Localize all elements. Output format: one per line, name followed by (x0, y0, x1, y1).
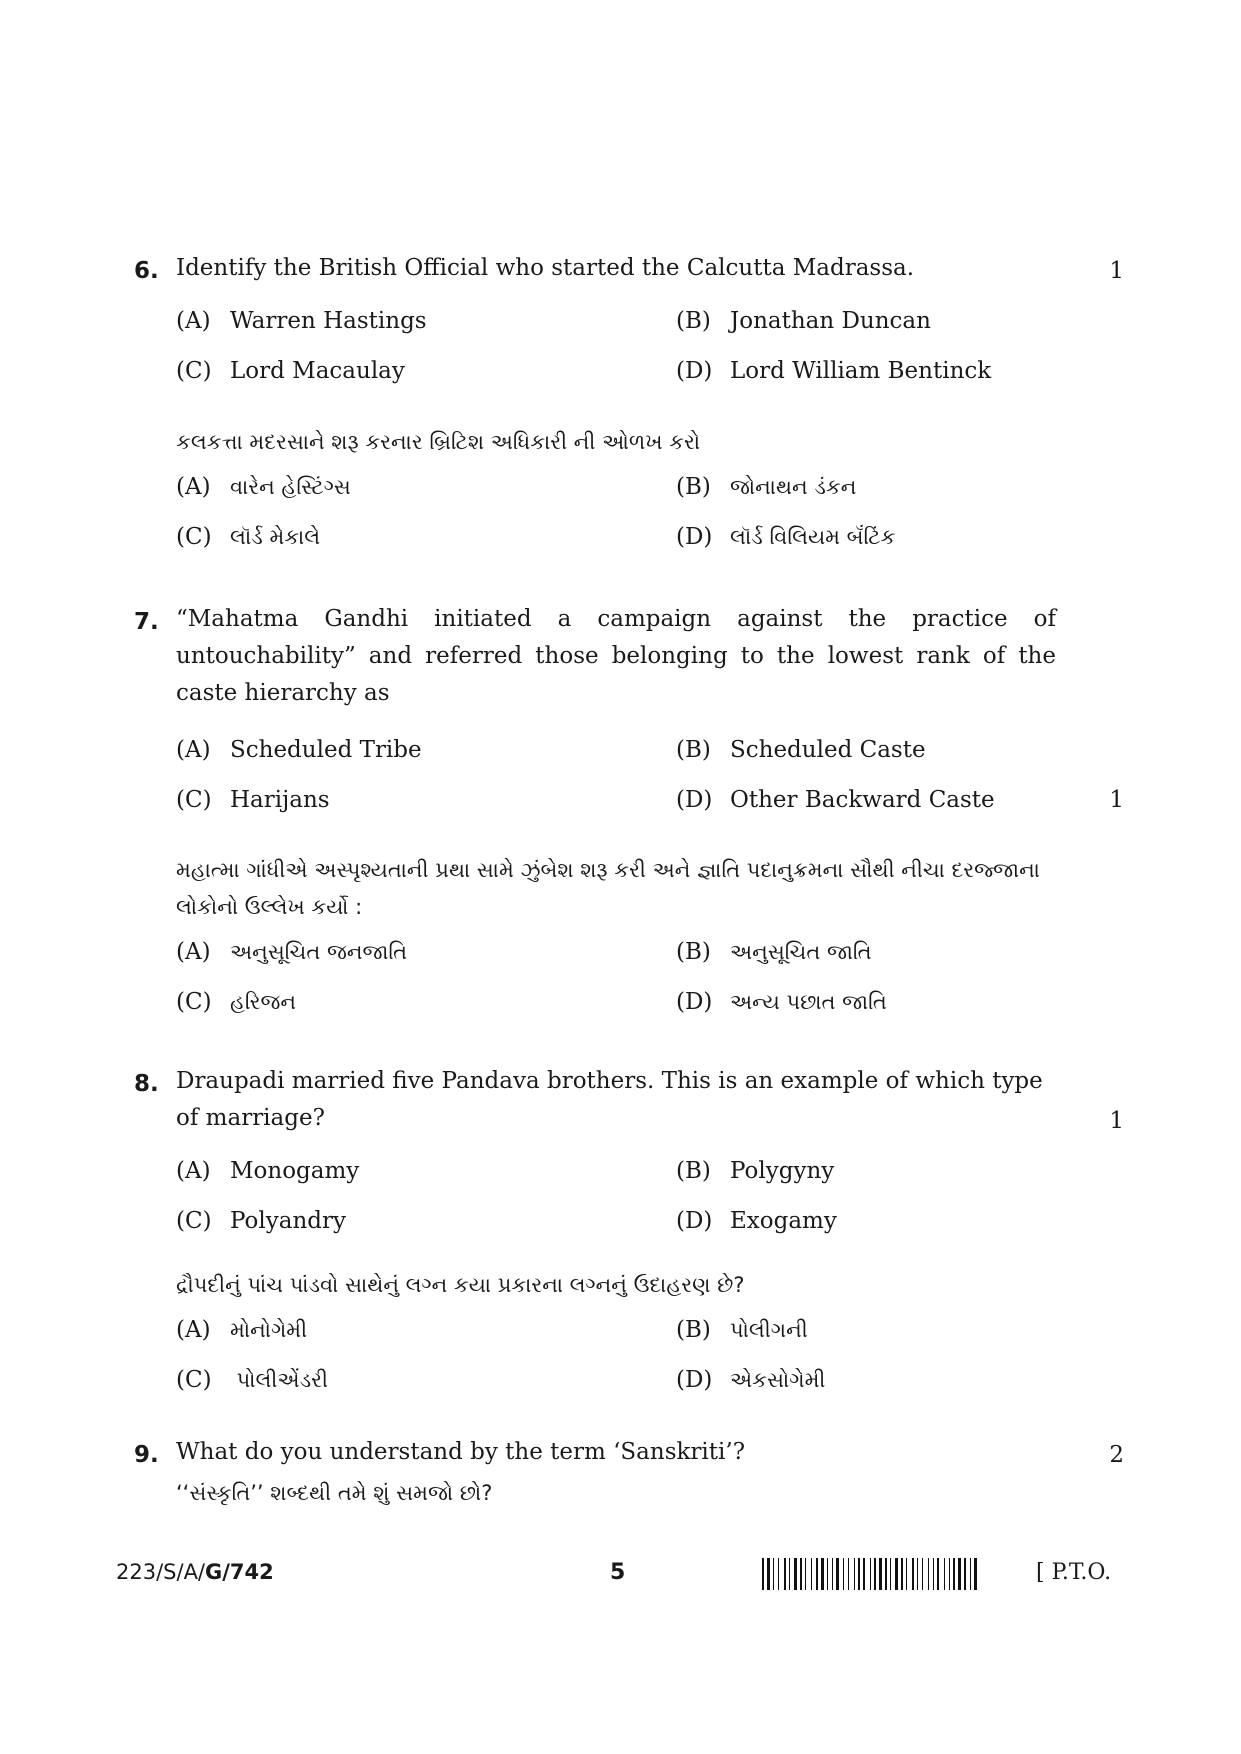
gujarati-question-text: દ્રૌપદીનું પાંચ પાંડવો સાથેનું લગ્ન કયા પ્રકારના લગ્નનું ઉદાહરણ છે? (176, 1273, 745, 1297)
option-a: (A) Scheduled Tribe (176, 737, 422, 763)
barcode-bar (928, 1558, 929, 1590)
barcode-bar (843, 1558, 844, 1590)
option-d: (D) Lord William Bentinck (676, 358, 992, 384)
barcode-bar (917, 1558, 918, 1590)
barcode-bar (964, 1558, 966, 1590)
gujarati-option-d: (D) એકસોગેમી (676, 1367, 826, 1393)
barcode-bar (915, 1558, 916, 1590)
option-b: (B) Scheduled Caste (676, 737, 926, 763)
pto-label: [ P.T.O. (1036, 1560, 1112, 1585)
option-a: (A) Warren Hastings (176, 308, 427, 334)
question-marks: 1 (1109, 787, 1124, 813)
barcode-bar (933, 1558, 934, 1590)
question-marks: 1 (1109, 258, 1124, 284)
barcode-bar (794, 1558, 797, 1590)
barcode-bar (803, 1558, 804, 1590)
barcode-bar (840, 1558, 842, 1590)
barcode-bar (877, 1558, 878, 1590)
barcode-bar (870, 1558, 871, 1590)
barcode-bar (888, 1558, 889, 1590)
barcode-bar (798, 1558, 799, 1590)
barcode-bar (778, 1558, 779, 1590)
gujarati-option-a: (A) વારેન હેસ્ટિંગ્સ (176, 474, 351, 500)
barcode-bar (953, 1558, 955, 1590)
barcode-bar (784, 1558, 786, 1590)
gujarati-question-text: મહાત્મા ગાંધીએ અસ્પૃશ્યતાની પ્રથા સામે ઝુંબેશ શરૂ કરી અને જ્ઞાતિ પદાનુક્રમના સૌથી નીચા દરજ્જાના લોકોનો ઉલ્લેખ કર્યો : (176, 858, 1040, 919)
barcode-bar (765, 1558, 766, 1590)
gujarati-option-c: (C) પોલીએંડરી (176, 1367, 328, 1393)
barcode-bar (974, 1558, 977, 1590)
barcode-bar (854, 1558, 855, 1590)
barcode-bar (858, 1558, 860, 1590)
barcode-bar (970, 1558, 971, 1590)
gujarati-option-b: (B) પોલીગની (676, 1317, 808, 1343)
barcode-bar (924, 1558, 927, 1590)
barcode-bar (935, 1558, 936, 1590)
barcode-bar (775, 1558, 777, 1590)
barcode-bar (949, 1558, 950, 1590)
barcode-bar (967, 1558, 969, 1590)
gujarati-option-d: (D) અન્ય પછાત જાતિ (676, 989, 887, 1015)
barcode-bar (834, 1558, 835, 1590)
barcode-bar (895, 1558, 898, 1590)
barcode-bar (951, 1558, 952, 1590)
barcode-bar (771, 1558, 772, 1590)
barcode-bar (767, 1558, 770, 1590)
barcode-bar (919, 1558, 921, 1590)
option-d: (D) Exogamy (676, 1208, 837, 1234)
barcode-bar (807, 1558, 810, 1590)
barcode-bar (922, 1558, 923, 1590)
question-marks: 2 (1109, 1442, 1124, 1468)
gujarati-question-text: ‘‘સંસ્કૃતિ’’ શબ્દથી તમે શું સમજો છો? (176, 1481, 493, 1505)
page-number: 5 (610, 1560, 626, 1585)
option-d: (D) Other Backward Caste (676, 787, 995, 813)
question-text: What do you understand by the term ‘Sanskriti’? (176, 1439, 746, 1465)
gujarati-option-a: (A) અનુસૂચિત જનજાતિ (176, 939, 408, 965)
barcode-bar (956, 1558, 957, 1590)
barcode-bar (899, 1558, 900, 1590)
option-c: (C) Harijans (176, 787, 330, 813)
barcode-bar (827, 1558, 828, 1590)
barcode-bar (940, 1558, 943, 1590)
gujarati-option-a: (A) મોનોગેમી (176, 1317, 308, 1343)
barcode-bar (825, 1558, 826, 1590)
barcode-bar (883, 1558, 884, 1590)
barcode-bar (937, 1558, 939, 1590)
barcode-bar (930, 1558, 932, 1590)
barcode-bar (805, 1558, 806, 1590)
barcode-bar (819, 1558, 820, 1590)
barcode-bar (958, 1558, 961, 1590)
question-number: 8. (134, 1071, 159, 1097)
barcode (762, 1558, 1024, 1590)
barcode-bar (787, 1558, 788, 1590)
option-b: (B) Polygyny (676, 1158, 835, 1184)
barcode-bar (845, 1558, 847, 1590)
barcode-bar (780, 1558, 783, 1590)
barcode-bar (866, 1558, 869, 1590)
question-text: Identify the British Official who started the Calcutta Madrassa. (176, 255, 915, 281)
gujarati-option-c: (C) લૉર્ડ મેકાલે (176, 524, 321, 550)
barcode-bar (800, 1558, 802, 1590)
barcode-bar (908, 1558, 911, 1590)
barcode-bar (856, 1558, 857, 1590)
barcode-bar (912, 1558, 914, 1590)
barcode-bar (901, 1558, 903, 1590)
question-marks: 1 (1109, 1108, 1124, 1134)
question-text: “Mahatma Gandhi initiated a campaign against the practice of untouchability” and referred those belonging to the lowest rank of the caste hierarchy as (176, 606, 1056, 706)
paper-code: 223/S/A/G/742 (116, 1560, 274, 1584)
gujarati-option-d: (D) લૉર્ડ વિલિયમ બૅંટિંક (676, 524, 896, 550)
barcode-bar (946, 1558, 948, 1590)
barcode-bar (874, 1558, 876, 1590)
barcode-bar (863, 1558, 865, 1590)
barcode-bar (836, 1558, 839, 1590)
barcode-bar (978, 1558, 980, 1590)
barcode-bar (962, 1558, 963, 1590)
option-c: (C) Polyandry (176, 1208, 346, 1234)
barcode-bar (850, 1558, 853, 1590)
barcode-bar (890, 1558, 891, 1590)
barcode-bar (861, 1558, 862, 1590)
barcode-bar (821, 1558, 824, 1590)
gujarati-option-c: (C) હરિજન (176, 989, 297, 1015)
barcode-bar (904, 1558, 905, 1590)
barcode-bar (885, 1558, 887, 1590)
question-text: Draupadi married five Pandava brothers. This is an example of which type of marriage? (176, 1068, 1043, 1131)
barcode-bar (906, 1558, 907, 1590)
barcode-bar (816, 1558, 818, 1590)
question-number: 7. (134, 609, 159, 635)
barcode-bar (832, 1558, 833, 1590)
barcode-bar (872, 1558, 873, 1590)
barcode-bar (773, 1558, 774, 1590)
option-a: (A) Monogamy (176, 1158, 360, 1184)
question-number: 9. (134, 1442, 159, 1468)
barcode-bar (791, 1558, 793, 1590)
gujarati-question-text: કલકત્તા મદરસાને શરૂ કરનાર બ્રિટિશ અધિકારી ની ઓળખ કરો (176, 430, 701, 454)
barcode-bar (762, 1558, 764, 1590)
barcode-bar (972, 1558, 973, 1590)
barcode-bar (879, 1558, 882, 1590)
barcode-bar (892, 1558, 894, 1590)
option-b: (B) Jonathan Duncan (676, 308, 931, 334)
gujarati-option-b: (B) જોનાથન ડંકન (676, 474, 857, 500)
barcode-bar (848, 1558, 849, 1590)
question-number: 6. (134, 258, 159, 284)
option-c: (C) Lord Macaulay (176, 358, 405, 384)
barcode-bar (829, 1558, 831, 1590)
barcode-bar (813, 1558, 815, 1590)
barcode-bar (811, 1558, 812, 1590)
barcode-bar (944, 1558, 945, 1590)
gujarati-option-b: (B) અનુસૂચિત જાતિ (676, 939, 872, 965)
barcode-bar (789, 1558, 790, 1590)
